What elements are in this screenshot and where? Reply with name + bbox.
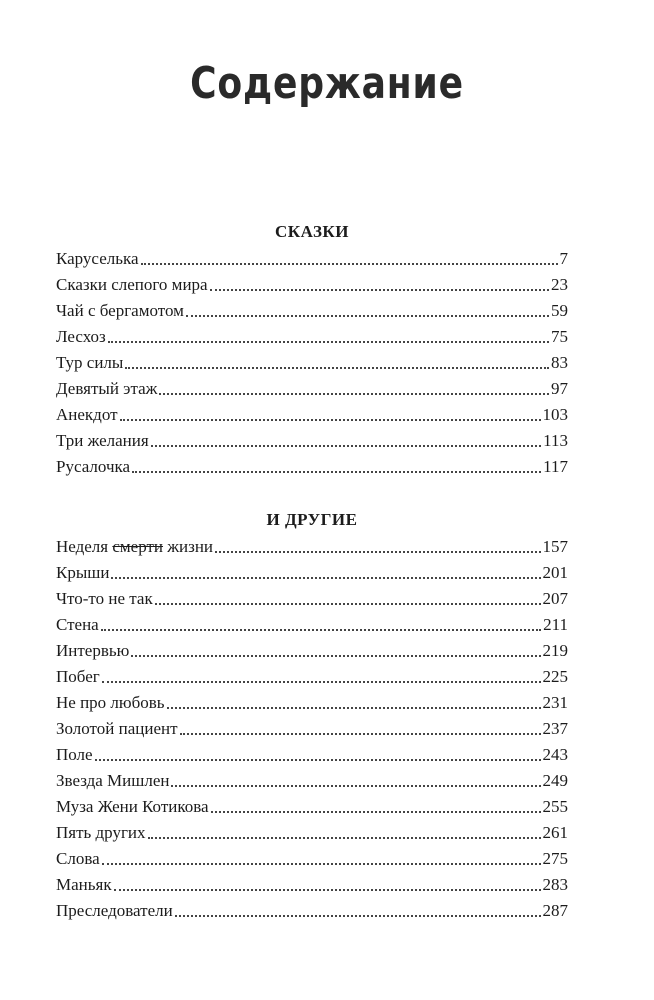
toc-entry[interactable]	[56, 742, 568, 768]
title-part: жизни	[163, 537, 214, 556]
dot-leader	[114, 889, 541, 891]
toc-entry[interactable]	[56, 246, 568, 272]
toc-entry-title: Не про любовь	[56, 693, 165, 712]
toc-list	[56, 246, 568, 480]
dot-leader	[151, 445, 541, 447]
dot-leader	[180, 733, 541, 735]
dot-leader	[141, 263, 558, 265]
dot-leader	[215, 551, 540, 553]
toc-entry-title: Девятый этаж	[56, 379, 158, 398]
toc-entry-page: 207	[542, 589, 568, 608]
toc-entry-page: 117	[543, 457, 568, 476]
toc-entry-title: Поле	[56, 745, 93, 764]
toc-entry[interactable]	[56, 794, 568, 820]
toc-entry-page: 255	[542, 797, 568, 816]
toc-entry-title: Маньяк	[56, 875, 112, 894]
dot-leader	[132, 471, 541, 473]
toc-entry-page: 243	[542, 745, 568, 764]
toc-entry[interactable]	[56, 428, 568, 454]
title-part: Неделя	[56, 537, 113, 556]
toc-entry-title: Анекдот	[56, 405, 118, 424]
toc-entry-page: 219	[542, 641, 568, 660]
toc-entry-title: Стена	[56, 615, 99, 634]
dot-leader	[131, 655, 540, 657]
toc-entry[interactable]	[56, 768, 568, 794]
section-heading: СКАЗКИ	[275, 222, 349, 241]
dot-leader	[101, 629, 541, 631]
dot-leader	[95, 759, 541, 761]
toc-entry-title: Сказки слепого мира	[56, 275, 208, 294]
toc-entry-page: 225	[542, 667, 568, 686]
toc-entry[interactable]	[56, 690, 568, 716]
toc-entry-page: 287	[542, 901, 568, 920]
toc-entry[interactable]	[56, 820, 568, 846]
dot-leader	[159, 393, 549, 395]
toc-entry[interactable]	[56, 586, 568, 612]
toc-entry-title: Что-то не так	[56, 589, 153, 608]
toc-entry[interactable]	[56, 638, 568, 664]
dot-leader	[111, 577, 540, 579]
dot-leader	[148, 837, 541, 839]
dot-leader	[186, 315, 549, 317]
dot-leader	[167, 707, 541, 709]
toc-entry[interactable]	[56, 872, 568, 898]
dot-leader	[125, 367, 549, 369]
dot-leader	[211, 811, 541, 813]
toc-entry-title: Чай с бергамотом	[56, 301, 184, 320]
toc-entry[interactable]	[56, 454, 568, 480]
struck-word: смерти	[112, 537, 164, 556]
toc-entry-title: Муза Жени Котикова	[56, 797, 209, 816]
toc-entry-page: 83	[551, 353, 568, 372]
toc-entry[interactable]	[56, 402, 568, 428]
toc-entry-title	[56, 534, 213, 560]
toc-entry-page: 261	[542, 823, 568, 842]
toc-entry-title: Русалочка	[56, 457, 131, 476]
dot-leader	[102, 863, 541, 865]
toc-entry-title: Слова	[56, 849, 100, 868]
toc-entry-title: Побег	[56, 667, 100, 686]
toc-list	[56, 534, 568, 924]
toc-section-i-drugie	[56, 506, 568, 924]
toc-entry-page: 75	[551, 327, 568, 346]
toc-entry-page: 59	[551, 301, 568, 320]
page-title: Содержание	[190, 58, 464, 109]
dot-leader	[210, 289, 549, 291]
toc-entry[interactable]	[56, 350, 568, 376]
dot-leader	[120, 419, 541, 421]
toc-entry[interactable]	[56, 298, 568, 324]
toc-entry-page: 231	[542, 693, 568, 712]
toc-entry[interactable]	[56, 272, 568, 298]
section-heading: И ДРУГИЕ	[266, 510, 358, 529]
toc-entry[interactable]	[56, 898, 568, 924]
dot-leader	[102, 681, 541, 683]
toc-entry-page: 275	[542, 849, 568, 868]
toc-entry[interactable]	[56, 716, 568, 742]
toc-entry-title: Преследователи	[56, 901, 173, 920]
toc-entry-title: Каруселька	[56, 249, 139, 268]
toc-entry-page: 237	[542, 719, 568, 738]
toc-entry-title: Пять других	[56, 823, 146, 842]
toc-entry[interactable]	[56, 612, 568, 638]
toc-entry-title: Крыши	[56, 563, 110, 582]
toc-entry[interactable]	[56, 664, 568, 690]
toc-entry-page: 7	[559, 249, 568, 268]
dot-leader	[108, 341, 549, 343]
toc-entry[interactable]	[56, 324, 568, 350]
toc-entry[interactable]	[56, 534, 568, 560]
toc-entry-page: 157	[542, 537, 568, 556]
dot-leader	[175, 915, 541, 917]
dot-leader	[155, 603, 541, 605]
toc-entry-page: 23	[551, 275, 568, 294]
toc-entry-page: 97	[551, 379, 568, 398]
toc-entry-title: Золотой пациент	[56, 719, 178, 738]
toc-entry-page: 103	[542, 405, 568, 424]
toc-entry-title: Тур силы	[56, 353, 124, 372]
toc-section-skazki	[56, 218, 568, 480]
toc-entry-title: Звезда Мишлен	[56, 771, 170, 790]
toc-entry-title: Три желания	[56, 431, 149, 450]
toc-entry-page: 211	[543, 615, 568, 634]
toc-entry-title: Интервью	[56, 641, 130, 660]
toc-entry[interactable]	[56, 846, 568, 872]
toc-entry[interactable]	[56, 560, 568, 586]
toc-entry-page: 113	[543, 431, 568, 450]
toc-entry-page: 201	[542, 563, 568, 582]
dot-leader	[171, 785, 540, 787]
toc-entry-title: Лесхоз	[56, 327, 106, 346]
toc-entry[interactable]	[56, 376, 568, 402]
toc-entry-page: 249	[542, 771, 568, 790]
toc-entry-page: 283	[542, 875, 568, 894]
